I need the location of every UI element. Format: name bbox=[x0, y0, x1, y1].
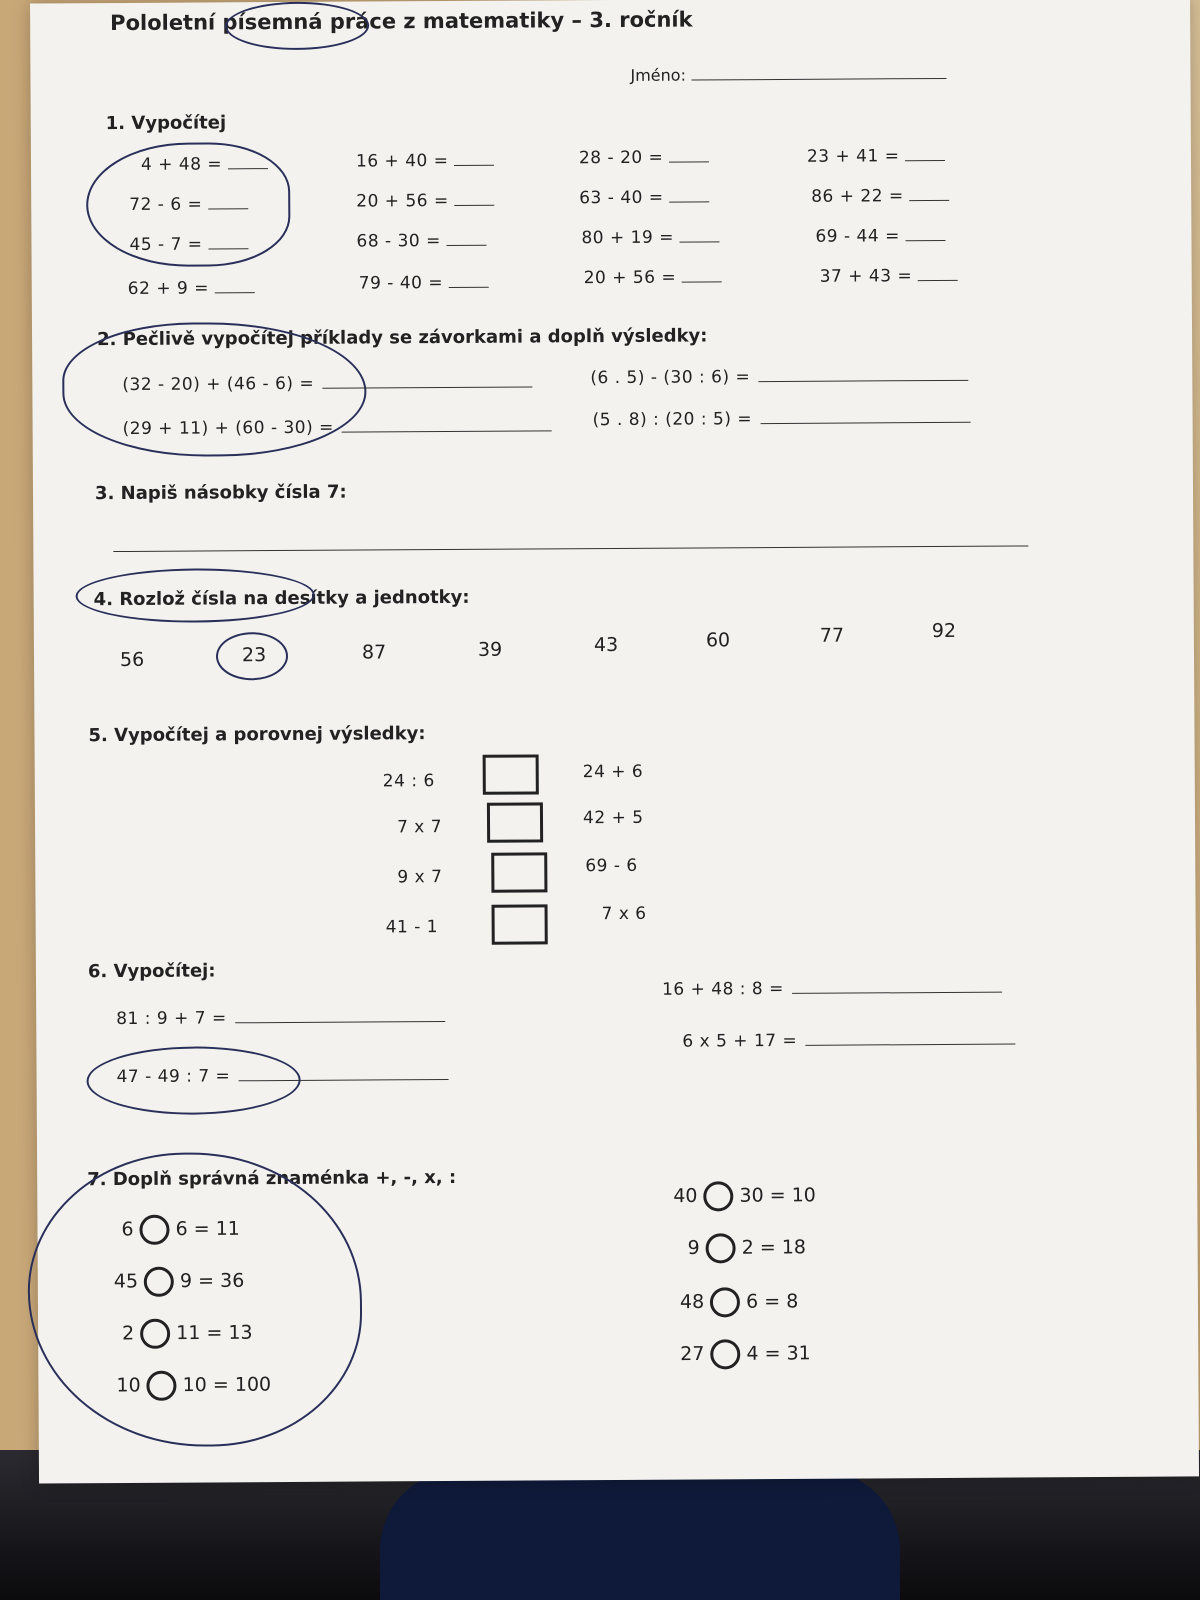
task2-eq: (32 - 20) + (46 - 6) = bbox=[122, 372, 532, 395]
pen-circle-23 bbox=[216, 632, 288, 680]
task1-eq: 86 + 22 = bbox=[811, 186, 950, 207]
pen-circle-title bbox=[225, 1, 369, 50]
task5-left: 9 x 7 bbox=[397, 867, 443, 888]
task4-number: 23 bbox=[241, 644, 267, 667]
pen-circle-task4 bbox=[75, 568, 314, 623]
task5-right: 24 + 6 bbox=[582, 761, 644, 783]
task1-eq: 79 - 40 = bbox=[359, 273, 489, 294]
task1-eq: 69 - 44 = bbox=[815, 226, 945, 247]
sign-circle[interactable] bbox=[140, 1319, 170, 1349]
task1-eq: 63 - 40 = bbox=[579, 187, 709, 208]
task6-eq: 81 : 9 + 7 = bbox=[116, 1007, 445, 1029]
task4-number: 43 bbox=[593, 633, 619, 657]
task6-eq: 6 x 5 + 17 = bbox=[682, 1030, 1015, 1052]
task2-title: 2. Pečlivě vypočítej příklady se závorkami a doplň výsledky: bbox=[97, 325, 708, 351]
task2-eq: (5 . 8) : (20 : 5) = bbox=[593, 408, 971, 430]
task2-eq: (6 . 5) - (30 : 6) = bbox=[590, 366, 968, 388]
task1-eq: 72 - 6 = bbox=[129, 194, 248, 215]
blue-fabric bbox=[380, 1470, 900, 1600]
task7-eq: 6 6 = 11 bbox=[121, 1214, 240, 1245]
task1-eq: 62 + 9 = bbox=[128, 278, 255, 299]
task5-right: 42 + 5 bbox=[582, 807, 644, 829]
task7-eq: 45 9 = 36 bbox=[114, 1266, 245, 1297]
sign-circle[interactable] bbox=[706, 1233, 736, 1263]
task1-title: 1. Vypočítej bbox=[105, 112, 227, 135]
task1-eq: 45 - 7 = bbox=[129, 234, 248, 255]
compare-box[interactable] bbox=[487, 802, 543, 842]
task5-right: 69 - 6 bbox=[585, 855, 638, 877]
task5-left: 24 : 6 bbox=[382, 771, 435, 792]
task1-eq: 37 + 43 = bbox=[820, 266, 959, 287]
worksheet-paper bbox=[30, 0, 1199, 1484]
task5-title: 5. Vypočítej a porovnej výsledky: bbox=[88, 723, 426, 747]
task7-eq: 9 2 = 18 bbox=[688, 1233, 807, 1264]
task4-number: 87 bbox=[361, 641, 387, 664]
task4-number: 77 bbox=[819, 624, 845, 647]
task5-right: 7 x 6 bbox=[601, 903, 647, 925]
name-line bbox=[692, 64, 947, 81]
task4-title: 4. Rozlož čísla na desítky a jednotky: bbox=[93, 586, 470, 611]
sign-circle[interactable] bbox=[147, 1371, 177, 1401]
task1-eq: 80 + 19 = bbox=[581, 227, 720, 248]
task4-number: 56 bbox=[119, 648, 145, 672]
task6-eq: 16 + 48 : 8 = bbox=[662, 978, 1002, 1000]
task4-number: 39 bbox=[477, 638, 503, 661]
name-label: Jméno: bbox=[630, 65, 686, 85]
task3-title: 3. Napiš násobky čísla 7: bbox=[94, 481, 347, 505]
pen-circle-task6 bbox=[86, 1046, 300, 1115]
name-field bbox=[630, 64, 947, 85]
task7-title: 7. Doplň správná znaménka +, -, x, : bbox=[87, 1166, 457, 1191]
compare-box[interactable] bbox=[492, 904, 548, 944]
pen-circle-task7 bbox=[27, 1152, 363, 1448]
task6-eq: 47 - 49 : 7 = bbox=[117, 1065, 449, 1087]
task1-eq: 20 + 56 = bbox=[356, 191, 495, 212]
sign-circle[interactable] bbox=[710, 1339, 740, 1369]
task1-eq: 16 + 40 = bbox=[356, 151, 495, 172]
compare-box[interactable] bbox=[483, 754, 539, 794]
sign-circle[interactable] bbox=[710, 1287, 740, 1317]
task7-eq: 2 11 = 13 bbox=[122, 1318, 253, 1349]
task5-left: 7 x 7 bbox=[396, 817, 443, 838]
task7-eq: 10 10 = 100 bbox=[116, 1370, 271, 1401]
task1-eq: 28 - 20 = bbox=[579, 147, 709, 168]
task1-eq: 68 - 30 = bbox=[356, 231, 486, 252]
worksheet-title: Pololetní písemná práce z matematiky – 3. ročník bbox=[110, 7, 693, 36]
task4-number: 60 bbox=[705, 629, 731, 652]
task2-eq: (29 + 11) + (60 - 30) = bbox=[123, 416, 552, 439]
compare-box[interactable] bbox=[491, 852, 547, 892]
task7-eq: 27 4 = 31 bbox=[680, 1339, 811, 1370]
task5-left: 41 - 1 bbox=[385, 917, 439, 938]
sign-circle[interactable] bbox=[703, 1181, 733, 1211]
task1-eq: 4 + 48 = bbox=[141, 154, 268, 175]
sign-circle[interactable] bbox=[140, 1215, 170, 1245]
task1-eq: 20 + 56 = bbox=[584, 267, 723, 288]
task3-answer-line bbox=[113, 545, 1028, 552]
task4-number: 92 bbox=[931, 619, 957, 643]
task1-eq: 23 + 41 = bbox=[807, 146, 946, 167]
task6-title: 6. Vypočítej: bbox=[87, 960, 216, 983]
task7-eq: 40 30 = 10 bbox=[673, 1181, 816, 1212]
task7-eq: 48 6 = 8 bbox=[680, 1287, 799, 1318]
sign-circle[interactable] bbox=[144, 1267, 174, 1297]
